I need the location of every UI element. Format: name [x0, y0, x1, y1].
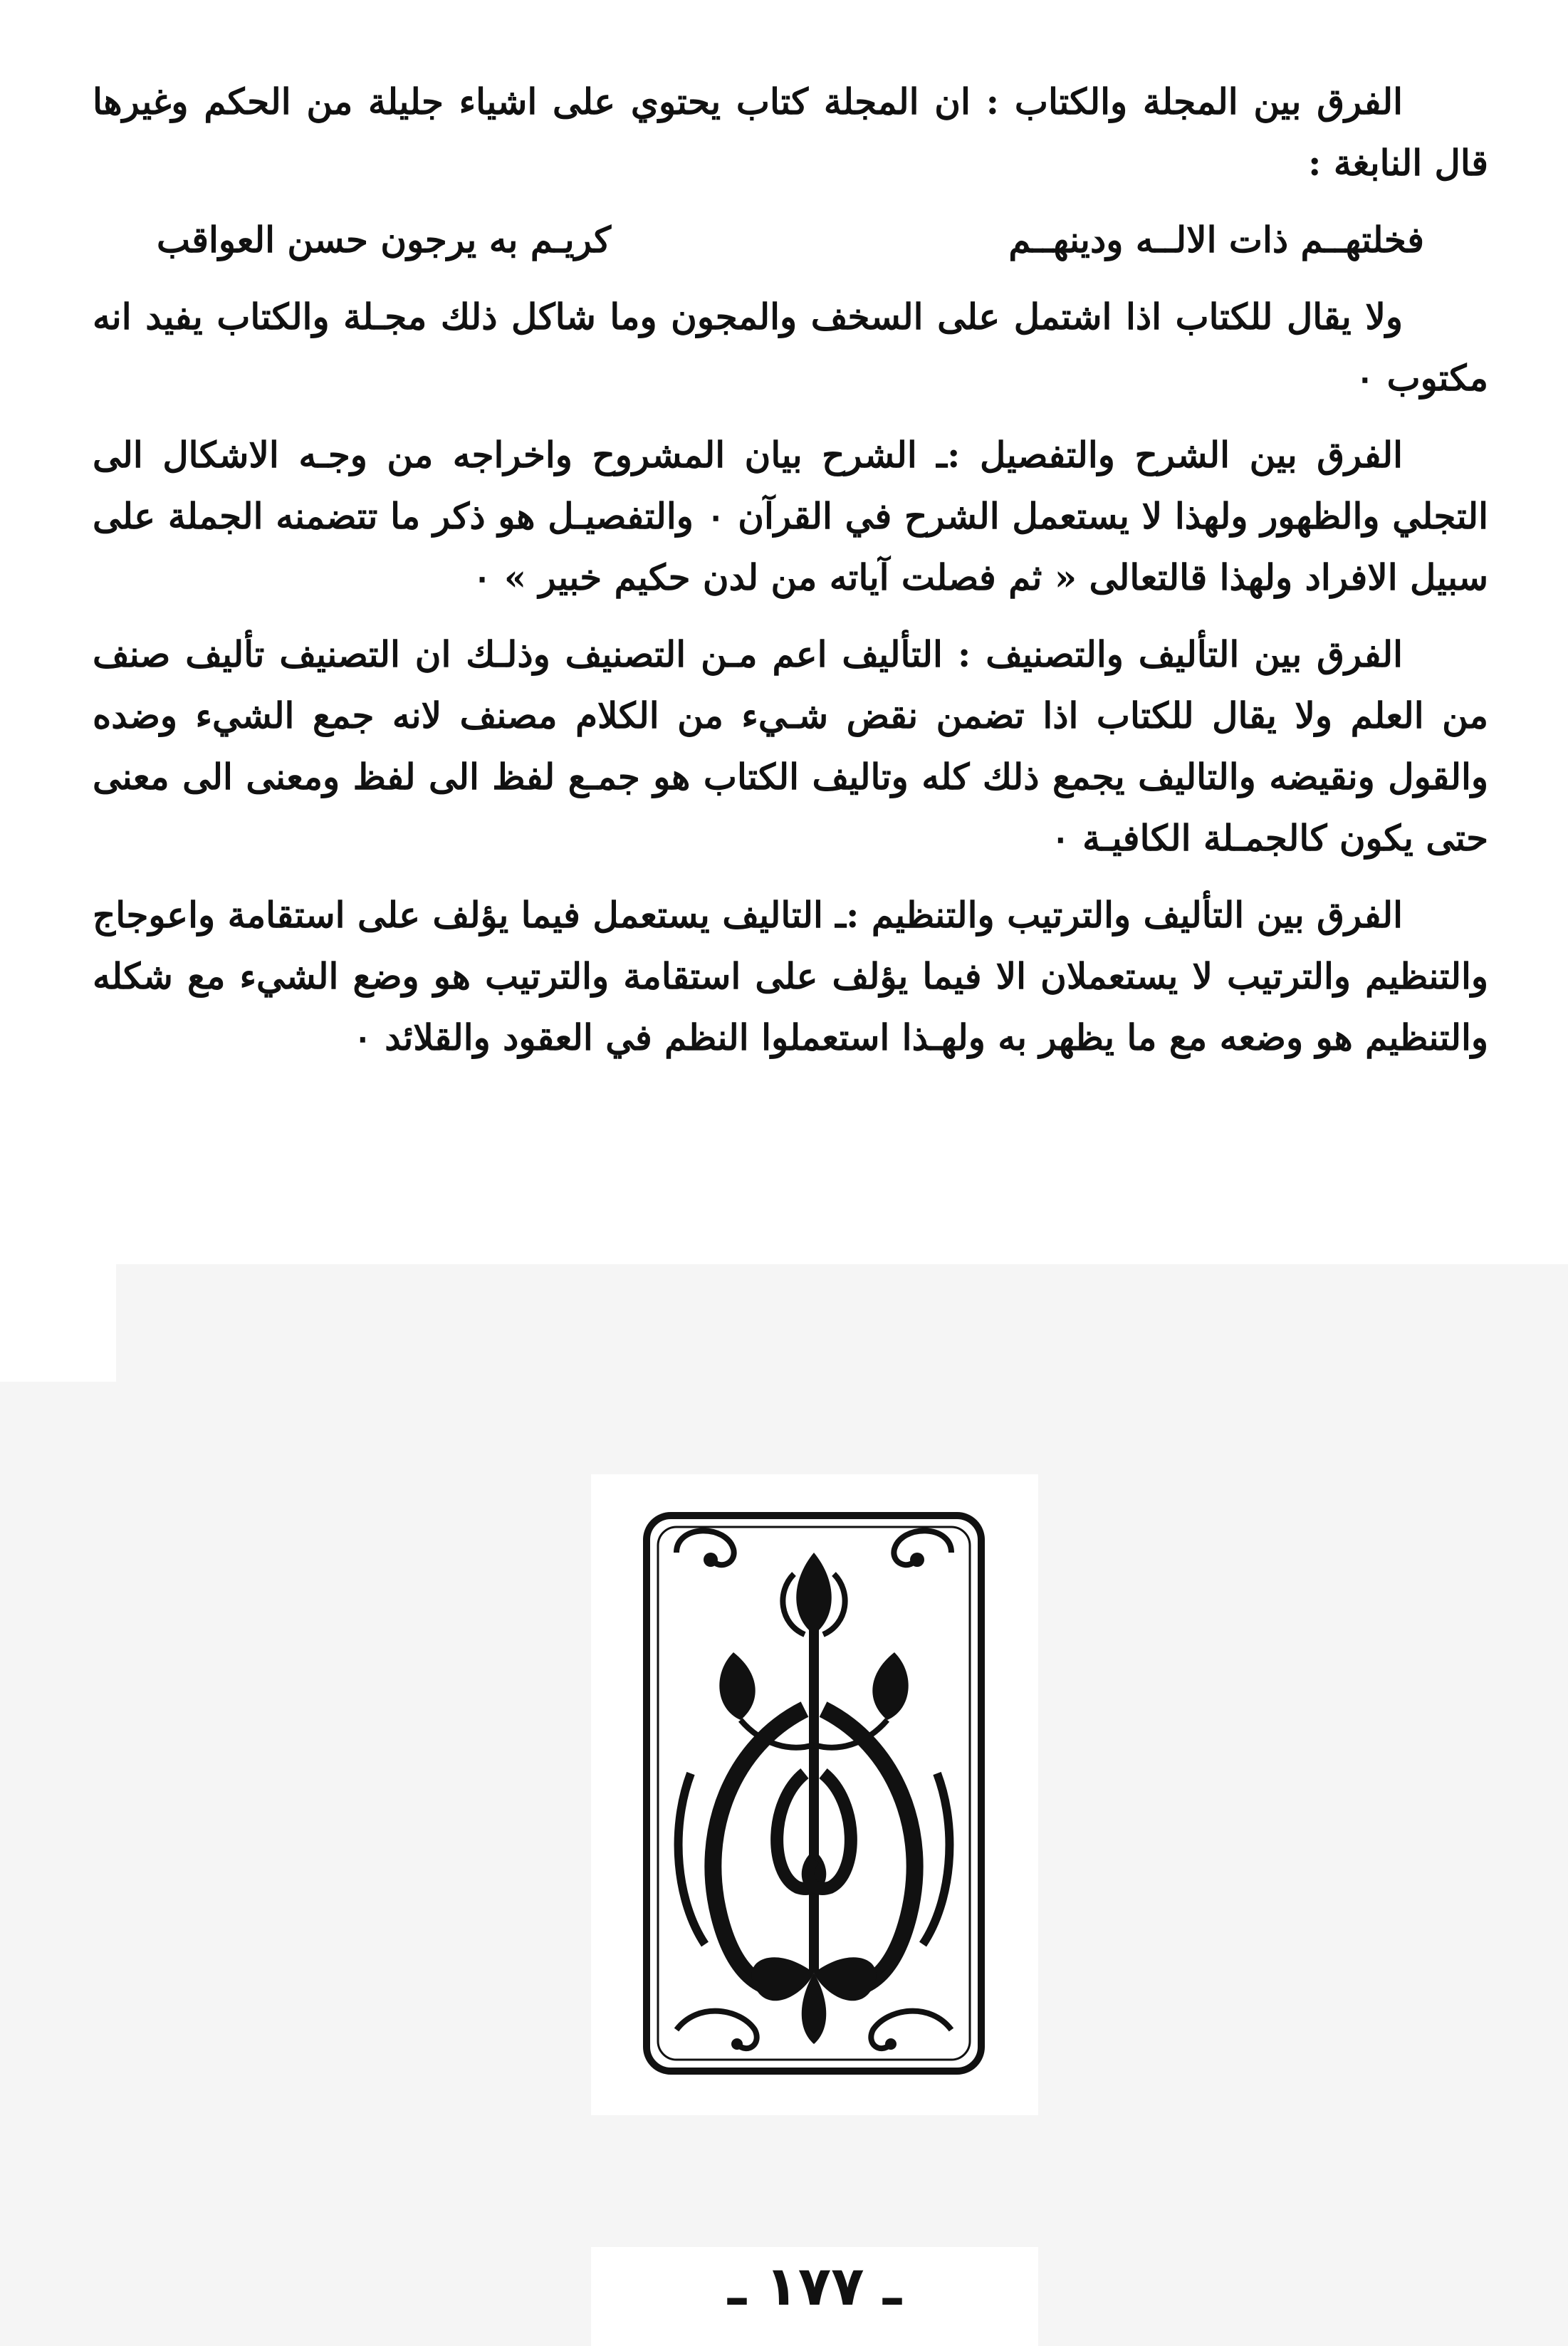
verse-hemistich-right: فخلتهــم ذات الالــه ودينهــم — [1008, 219, 1424, 261]
scan-left-margin — [0, 1382, 116, 2346]
verse-hemistich-left: كريـم به يرجون حسن العواقب — [157, 219, 612, 261]
ornament-panel — [591, 1474, 1038, 2115]
paragraph-sharh-tafsil: الفرق بين الشرح والتفصيل :ـ الشرح بيان المشروح واخراجه من وجـه الاشكال الى التجلي والظهور ولهذا لا يستعمل الشرح في القرآن ٠ والتفصيـل هو ذكر ما تتضمنه الجملة على سبيل الافراد ولهذا قالتعالى « ثم فصلت آياته من لدن حكيم خبير » ٠ — [93, 434, 1488, 598]
verse-line — [93, 209, 1488, 271]
page-number-panel — [591, 2247, 1038, 2346]
text-block — [93, 71, 1488, 1084]
page-number: ـ ١٧٧ ـ — [727, 2254, 902, 2318]
floral-ornament-icon — [591, 1474, 1038, 2115]
paragraph-majalla-continued: ولا يقال للكتاب اذا اشتمل على السخف والمجون وما شاكل ذلك مجـلة والكتاب يفيد انه مكتوب ٠ — [93, 296, 1488, 399]
paragraph-talif-tartib-tanzim: الفرق بين التأليف والترتيب والتنظيم :ـ التاليف يستعمل فيما يؤلف على استقامة واعوجاج والتنظيم والترتيب لا يستعملان الا فيما يؤلف على استقامة والترتيب هو وضع الشيء مع شكله والتنظيم هو وضعه مع ما يظهر به ولهـذا استعملوا النظم في العقود والقلائد ٠ — [93, 894, 1488, 1058]
scan-left-strip — [0, 1264, 116, 1382]
paragraph-talif-tasnif: الفرق بين التأليف والتصنيف : التأليف اعم مـن التصنيف وذلـك ان التصنيف تأليف صنف من العلم ولا يقال للكتاب اذا تضمن نقض شـيء من الكلام مصنف لانه جمع الشيء وضده والقول ونقيضه والتاليف يجمع ذلك كله وتاليف الكتاب هو جمـع لفظ الى لفظ ومعنى الى معنى حتى يكون كالجمـلة الكافيـة ٠ — [93, 633, 1488, 859]
paragraph-majalla-kitab: الفرق بين المجلة والكتاب : ان المجلة كتاب يحتوي على اشياء جليلة من الحكم وغيرها قال النابغة : — [93, 80, 1488, 184]
